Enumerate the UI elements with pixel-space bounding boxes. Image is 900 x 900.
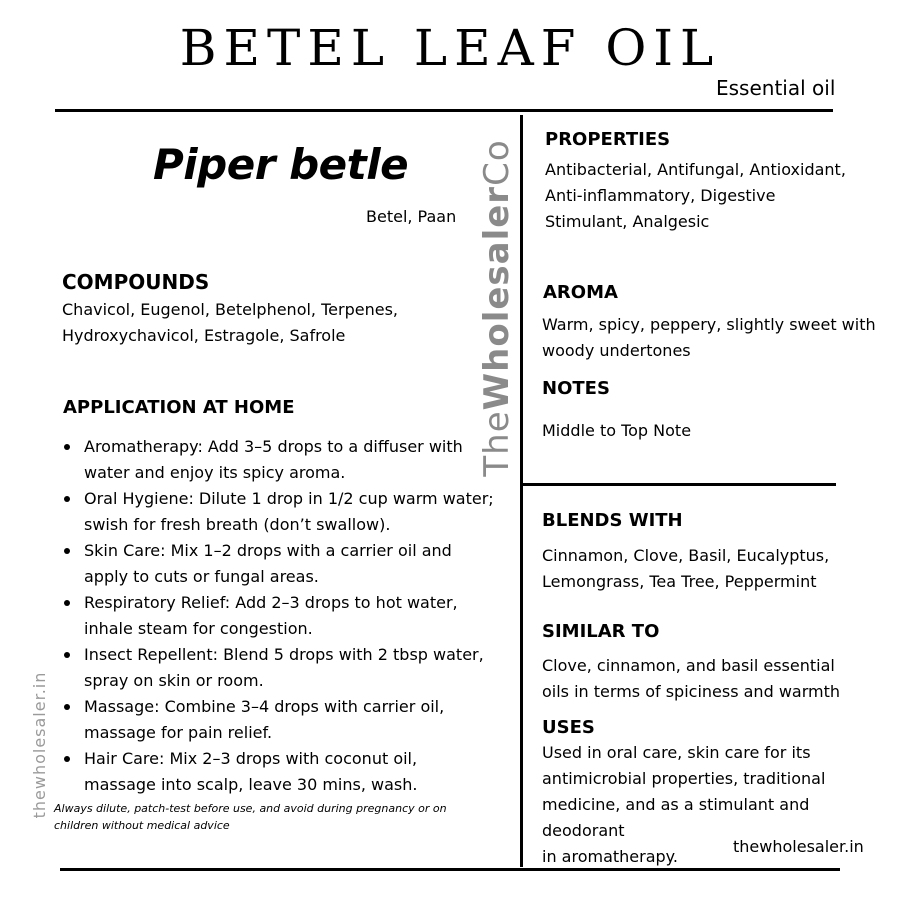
- compounds-line: Chavicol, Eugenol, Betelphenol, Terpenes,: [62, 300, 398, 319]
- common-names: Betel, Paan: [366, 207, 457, 226]
- list-item-line: Insect Repellent: Blend 5 drops with 2 tbsp water,: [84, 645, 484, 664]
- aroma-heading: AROMA: [543, 282, 618, 303]
- list-item-line: swish for fresh breath (don’t swallow).: [84, 515, 391, 534]
- list-item-line: Oral Hygiene: Dilute 1 drop in 1/2 cup warm water;: [84, 489, 494, 508]
- uses-line: in aromatherapy.: [542, 847, 678, 866]
- site-url-bottom: thewholesaler.in: [733, 837, 864, 856]
- page-title: BETEL LEAF OIL: [179, 19, 721, 77]
- disclaimer-line: children without medical advice: [54, 819, 230, 832]
- list-item: [62, 486, 502, 538]
- page-subtitle: Essential oil: [716, 76, 836, 100]
- blends-line: Lemongrass, Tea Tree, Peppermint: [542, 572, 817, 591]
- notes-heading: NOTES: [542, 378, 610, 399]
- species-name: Piper betle: [153, 140, 409, 189]
- properties-text: [545, 157, 885, 235]
- bullet-icon: [64, 600, 70, 606]
- properties-line: Antibacterial, Antifungal, Antioxidant,: [545, 160, 846, 179]
- list-item: [62, 746, 502, 798]
- blends-line: Cinnamon, Clove, Basil, Eucalyptus,: [542, 546, 830, 565]
- properties-heading: PROPERTIES: [545, 129, 671, 150]
- similar-line: oils in terms of spiciness and warmth: [542, 682, 840, 701]
- list-item: [62, 434, 502, 486]
- list-item: [62, 590, 502, 642]
- properties-line: Anti-inflammatory, Digestive: [545, 186, 776, 205]
- brand-wholesaler: Wholesaler: [477, 185, 517, 411]
- brand-co: Co: [477, 139, 517, 186]
- disclaimer: [54, 800, 494, 834]
- bullet-icon: [64, 548, 70, 554]
- bullet-icon: [64, 652, 70, 658]
- bullet-icon: [64, 756, 70, 762]
- top-rule: [55, 109, 833, 112]
- list-item-line: Skin Care: Mix 1–2 drops with a carrier oil and: [84, 541, 452, 560]
- compounds-line: Hydroxychavicol, Estragole, Safrole: [62, 326, 346, 345]
- list-item: [62, 694, 502, 746]
- list-item-line: spray on skin or room.: [84, 671, 264, 690]
- similar-text: [542, 653, 887, 705]
- list-item-line: Massage: Combine 3–4 drops with carrier oil,: [84, 697, 445, 716]
- properties-line: Stimulant, Analgesic: [545, 212, 710, 231]
- bullet-icon: [64, 496, 70, 502]
- aroma-line: woody undertones: [542, 341, 691, 360]
- blends-heading: BLENDS WITH: [542, 510, 683, 531]
- list-item: [62, 642, 502, 694]
- bullet-icon: [64, 444, 70, 450]
- list-item-line: Hair Care: Mix 2–3 drops with coconut oil,: [84, 749, 418, 768]
- list-item-line: Respiratory Relief: Add 2–3 drops to hot water,: [84, 593, 458, 612]
- blends-text: [542, 543, 887, 595]
- list-item-line: Aromatherapy: Add 3–5 drops to a diffuser with: [84, 437, 463, 456]
- uses-line: medicine, and as a stimulant and deodorant: [542, 795, 810, 840]
- list-item-line: massage into scalp, leave 30 mins, wash.: [84, 775, 418, 794]
- similar-heading: SIMILAR TO: [542, 621, 660, 642]
- bullet-icon: [64, 704, 70, 710]
- compounds-text: [62, 297, 502, 349]
- disclaimer-line: Always dilute, patch-test before use, and avoid during pregnancy or on: [54, 802, 447, 815]
- list-item-line: water and enjoy its spicy aroma.: [84, 463, 346, 482]
- uses-line: antimicrobial properties, traditional: [542, 769, 826, 788]
- list-item-line: inhale steam for congestion.: [84, 619, 313, 638]
- uses-heading: USES: [542, 717, 595, 738]
- site-url-vertical: thewholesaler.in: [30, 671, 49, 819]
- aroma-text: [542, 312, 887, 364]
- vertical-divider: [520, 115, 523, 867]
- list-item-line: apply to cuts or fungal areas.: [84, 567, 319, 586]
- list-item-line: massage for pain relief.: [84, 723, 273, 742]
- list-item: [62, 538, 502, 590]
- application-heading: APPLICATION AT HOME: [63, 397, 295, 418]
- compounds-heading: COMPOUNDS: [62, 270, 210, 294]
- aroma-line: Warm, spicy, peppery, slightly sweet with: [542, 315, 876, 334]
- similar-line: Clove, cinnamon, and basil essential: [542, 656, 835, 675]
- brand-the: The: [477, 410, 517, 477]
- right-mid-rule: [523, 483, 836, 486]
- uses-line: Used in oral care, skin care for its: [542, 743, 811, 762]
- notes-text: Middle to Top Note: [542, 421, 692, 440]
- application-list: [62, 434, 502, 798]
